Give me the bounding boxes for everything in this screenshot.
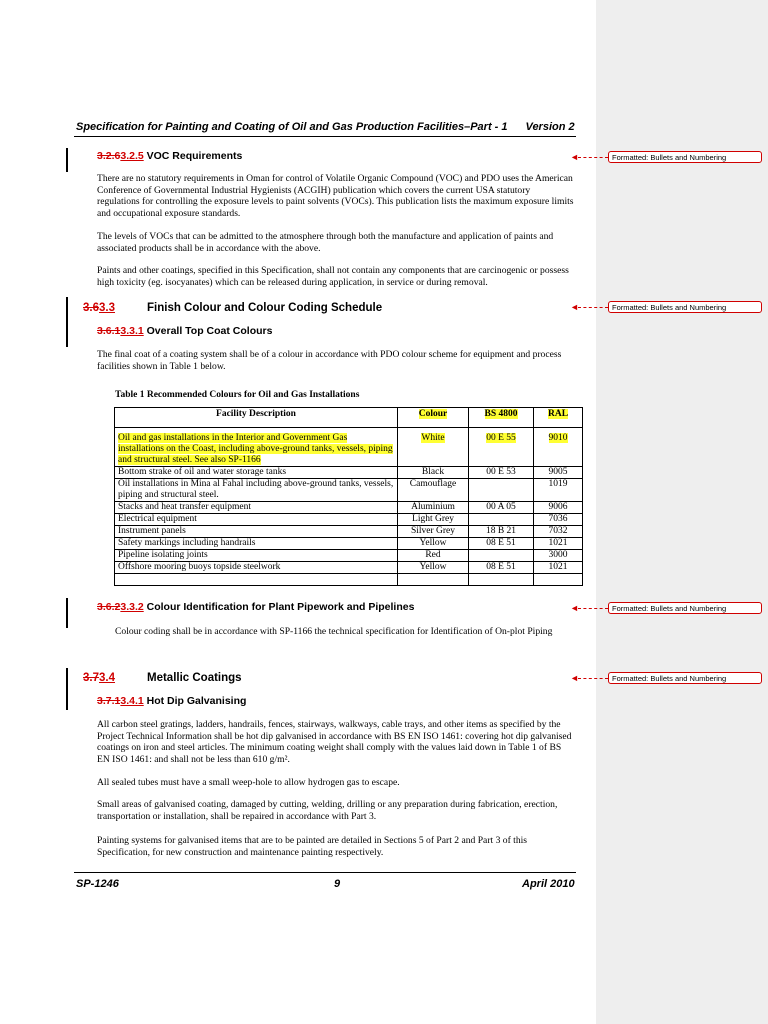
paragraph: Painting systems for galvanised items that are to be painted are detailed in Sections 5 of Part 2 and Part 3 of this Specification, for new construction and maintenance painting respectively. (97, 835, 528, 858)
colour-table (114, 407, 583, 586)
footer-doc-id: SP-1246 (76, 878, 119, 890)
table-cell-bs: 00 A 05 (469, 502, 534, 514)
comment-balloon[interactable]: Formatted: Bullets and Numbering (608, 301, 762, 313)
comment-balloon[interactable]: Formatted: Bullets and Numbering (608, 672, 762, 684)
deleted-number: 3.2.6 (97, 150, 121, 162)
paragraph: All sealed tubes must have a small weep-hole to allow hydrogen gas to escape. (97, 777, 400, 788)
comment-connector (578, 157, 608, 158)
header-version: Version 2 (525, 121, 575, 133)
change-bar (66, 148, 68, 172)
table-cell-bs (469, 550, 534, 562)
heading-text: Colour Identification for Plant Pipework and Pipelines (146, 601, 415, 613)
heading-text: Hot Dip Galvanising (146, 695, 247, 707)
table-cell-bs: 00 E 55 (469, 428, 534, 467)
table-cell-ral: 7032 (534, 526, 583, 538)
table-cell-bs: 08 E 51 (469, 562, 534, 574)
table-cell-colour (398, 574, 469, 586)
deleted-number: 3.7 (83, 672, 99, 684)
table-cell-desc: Oil and gas installations in the Interior and Government Gas installations on the Coast, including above-ground tanks, vessels, piping and structural steel. See also SP-1166 (115, 428, 398, 467)
section-heading-finish (83, 302, 382, 314)
table-cell-bs (469, 574, 534, 586)
table-cell-ral: 9006 (534, 502, 583, 514)
inserted-number: 3.4 (99, 672, 115, 684)
table-cell-desc: Instrument panels (115, 526, 398, 538)
table-cell-desc: Stacks and heat transfer equipment (115, 502, 398, 514)
table-cell-desc: Electrical equipment (115, 514, 398, 526)
table-cell-colour: Yellow (398, 562, 469, 574)
table-cell-colour: Black (398, 467, 469, 479)
paragraph: Colour coding shall be in accordance with SP-1166 the technical specification for Identification of On-plot Piping (115, 626, 553, 637)
deleted-number: 3.6.2 (97, 601, 121, 613)
heading-text: Finish Colour and Colour Coding Schedule (147, 302, 383, 314)
comment-connector (578, 307, 608, 308)
table-row (115, 538, 583, 550)
table-cell-bs: 08 E 51 (469, 538, 534, 550)
table-cell-colour: Camouflage (398, 479, 469, 502)
table-cell-bs: 18 B 21 (469, 526, 534, 538)
table-cell-bs: 00 E 53 (469, 467, 534, 479)
comment-anchor-icon: ◄ (570, 152, 579, 162)
paragraph: The levels of VOCs that can be admitted to the atmosphere through both the manufacture and application of paints and associated products shall be in accordance with the above. (97, 231, 554, 254)
comment-anchor-icon: ◄ (570, 673, 579, 683)
table-cell-ral: 3000 (534, 550, 583, 562)
inserted-number: 3.3.1 (120, 325, 144, 337)
deleted-number: 3.6 (83, 302, 99, 314)
footer-page-number: 9 (334, 878, 341, 890)
table-row (115, 479, 583, 502)
table-row (115, 550, 583, 562)
section-heading-voc (97, 150, 242, 162)
table-cell-ral: 7036 (534, 514, 583, 526)
table-cell-desc: Pipeline isolating joints (115, 550, 398, 562)
table-cell-colour: Aluminium (398, 502, 469, 514)
footer-rule (74, 872, 576, 873)
comment-anchor-icon: ◄ (570, 603, 579, 613)
comment-connector (578, 608, 608, 609)
header-title: Specification for Painting and Coating of Oil and Gas Production Facilities–Part - 1 (76, 121, 508, 133)
table-cell-desc: Oil installations in Mina al Fahal including above-ground tanks, vessels, piping and structural steel. (115, 479, 398, 502)
comment-balloon[interactable]: Formatted: Bullets and Numbering (608, 602, 762, 614)
table-header: Facility Description (115, 408, 398, 428)
paragraph: There are no statutory requirements in Oman for control of Volatile Organic Compound (VOC) and PDO uses the American Conference of Governmental Industrial Hygienists (ACGIH) publication which covers the current USA statutory regulations for controlling the exposure levels to paint solvents (VOCs). This publication lists the maximum exposure limits and occupational exposure standards. (97, 173, 574, 219)
section-heading-metallic (83, 672, 242, 684)
heading-text: VOC Requirements (146, 150, 243, 162)
page-header (76, 121, 575, 133)
table-cell-desc: Safety markings including handrails (115, 538, 398, 550)
table-cell-desc (115, 574, 398, 586)
change-bar (66, 598, 68, 628)
change-bar (66, 668, 68, 710)
table-row (115, 467, 583, 479)
table-cell-ral: 9005 (534, 467, 583, 479)
deleted-number: 3.7.1 (97, 695, 121, 707)
header-rule (74, 136, 576, 137)
change-bar (66, 297, 68, 347)
section-heading-galvanising (97, 695, 246, 707)
table-caption: Table 1 Recommended Colours for Oil and Gas Installations (115, 390, 360, 400)
table-cell-colour: Red (398, 550, 469, 562)
table-cell-ral: 1021 (534, 538, 583, 550)
table-cell-ral: 9010 (534, 428, 583, 467)
inserted-number: 3.3 (99, 302, 115, 314)
inserted-number: 3.4.1 (120, 695, 144, 707)
comment-balloon[interactable]: Formatted: Bullets and Numbering (608, 151, 762, 163)
table-header: BS 4800 (469, 408, 534, 428)
table-cell-ral: 1019 (534, 479, 583, 502)
table-cell-desc: Bottom strake of oil and water storage tanks (115, 467, 398, 479)
paragraph: Paints and other coatings, specified in this Specification, shall not contain any components that are carcinogenic or possess high toxicity (eg. isocyanates) which can be released during application, in service or during removal. (97, 265, 569, 288)
inserted-number: 3.3.2 (120, 601, 144, 613)
paragraph: Small areas of galvanised coating, damaged by cutting, welding, drilling or any preparation during fabrication, erection, transportation or installation, shall be repaired in accordance with Part 3. (97, 799, 558, 822)
table-header: Colour (398, 408, 469, 428)
table-header: RAL (534, 408, 583, 428)
paragraph: The final coat of a coating system shall be of a colour in accordance with PDO colour scheme for equipment and process facilities shown in Table 1 below. (97, 349, 562, 372)
table-cell-ral (534, 574, 583, 586)
table-cell-colour: Light Grey (398, 514, 469, 526)
table-cell-colour: Yellow (398, 538, 469, 550)
footer-date: April 2010 (522, 878, 575, 890)
table-cell-bs (469, 514, 534, 526)
paragraph: All carbon steel gratings, ladders, handrails, fences, stairways, walkways, cable trays, and other items as specified by the Project Technical Information shall be hot dip galvanised in accordance with BS EN ISO 1461: covering hot dip galvanised coatings on iron and steel articles. The minimum coating weight shall comply with the values laid down in Table 1 of BS EN ISO 1461: and shall not be less than 610 g/m². (97, 719, 572, 765)
section-heading-topcoat (97, 325, 272, 337)
table-cell-colour: Silver Grey (398, 526, 469, 538)
table-row (115, 574, 583, 586)
table-cell-colour: White (398, 428, 469, 467)
table-row (115, 562, 583, 574)
comment-anchor-icon: ◄ (570, 302, 579, 312)
table-cell-bs (469, 479, 534, 502)
heading-text: Overall Top Coat Colours (146, 325, 273, 337)
table-row (115, 502, 583, 514)
table-cell-desc: Offshore mooring buoys topside steelwork (115, 562, 398, 574)
heading-text: Metallic Coatings (147, 672, 242, 684)
table-cell-ral: 1021 (534, 562, 583, 574)
table-row (115, 428, 583, 467)
inserted-number: 3.2.5 (120, 150, 144, 162)
section-heading-pipework (97, 601, 414, 613)
comment-connector (578, 678, 608, 679)
deleted-number: 3.6.1 (97, 325, 121, 337)
table-row (115, 514, 583, 526)
table-row (115, 526, 583, 538)
